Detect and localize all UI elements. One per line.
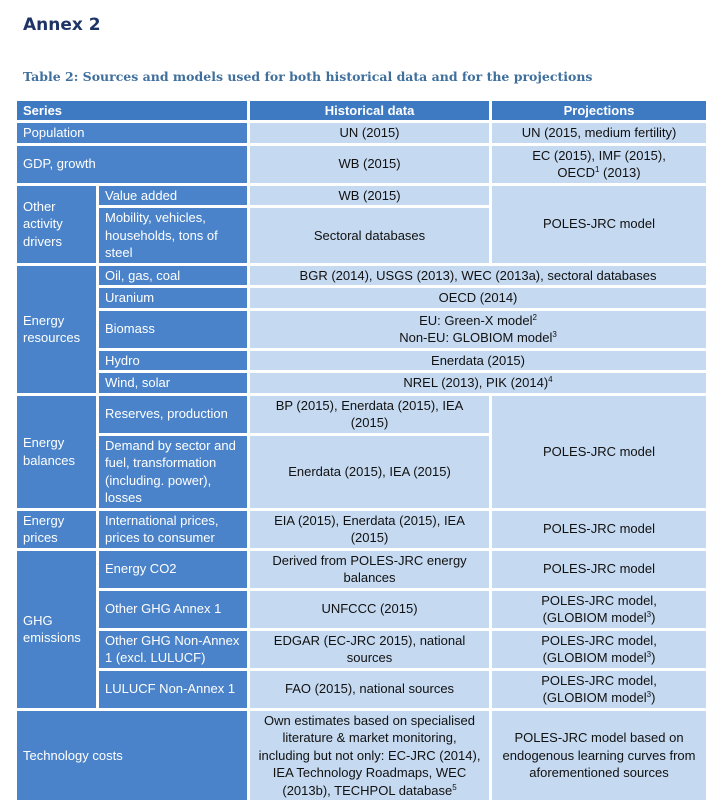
table-row — [16, 144, 708, 184]
projection-cell — [491, 144, 708, 184]
subseries-cell: Wind, solar — [98, 372, 249, 395]
table-row — [16, 372, 708, 395]
header-historical: Historical data — [249, 100, 491, 122]
projection-text: (GLOBIOM model — [542, 650, 647, 665]
historical-cell: Derived from POLES-JRC energy balances — [249, 549, 491, 589]
merged-text: Non-EU: GLOBIOM model — [399, 330, 553, 345]
footnote-marker: 1 — [594, 165, 600, 174]
footnote-marker: 5 — [452, 782, 457, 792]
group-cell: GHG emissions — [16, 549, 98, 709]
merged-text: EU: Green-X model — [419, 312, 533, 328]
projection-cell: POLES-JRC model based on endogenous learning curves from aforementioned sources — [491, 709, 708, 802]
historical-cell: BP (2015), Enerdata (2015), IEA (2015) — [249, 394, 491, 434]
merged-cell: BGR (2014), USGS (2013), WEC (2013a), sectoral databases — [249, 264, 708, 287]
subseries-cell: Hydro — [98, 349, 249, 372]
subseries-cell: Biomass — [98, 309, 249, 349]
projection-text: EC (2015), IMF (2015), — [532, 147, 666, 163]
series-cell: Technology costs — [16, 709, 249, 802]
footnote-marker: 3 — [646, 650, 652, 659]
table-row — [16, 629, 708, 669]
historical-text: Own estimates based on specialised literature & market monitoring, including but not only: EC-JRC (2014), IEA Technology Roadmaps, WEC (2013b), TECHPOL database — [258, 712, 481, 798]
projection-text: (2013) — [599, 165, 641, 180]
subseries-cell: Reserves, production — [98, 394, 249, 434]
subseries-cell: Oil, gas, coal — [98, 264, 249, 287]
table-row — [16, 309, 708, 349]
projection-text: POLES-JRC model, — [541, 632, 657, 648]
footnote-marker: 4 — [548, 375, 553, 384]
subseries-cell: Demand by sector and fuel, transformation (including. power), losses — [98, 434, 249, 509]
table-row — [16, 549, 708, 589]
projection-text: (GLOBIOM model — [542, 610, 647, 625]
projection-cell: POLES-JRC model — [491, 509, 708, 549]
table-row — [16, 349, 708, 372]
group-cell: Other activity drivers — [16, 184, 98, 264]
annex-title: Annex 2 — [23, 15, 101, 35]
merged-cell: OECD (2014) — [249, 287, 708, 310]
table-row — [16, 709, 708, 802]
subseries-cell: Mobility, vehicles, households, tons of steel — [98, 207, 249, 265]
header-projections: Projections — [491, 100, 708, 122]
header-row — [16, 100, 708, 122]
footnote-marker: 3 — [552, 330, 557, 339]
table-row — [16, 589, 708, 629]
historical-cell: EIA (2015), Enerdata (2015), IEA (2015) — [249, 509, 491, 549]
footnote-marker: 3 — [646, 610, 652, 619]
table-row — [16, 394, 708, 434]
series-cell: GDP, growth — [16, 144, 249, 184]
projection-cell — [491, 589, 708, 629]
projection-cell — [491, 669, 708, 709]
subseries-cell: International prices, prices to consumer — [98, 509, 249, 549]
group-cell: Energy balances — [16, 394, 98, 509]
series-cell: Population — [16, 122, 249, 145]
group-cell: Energy prices — [16, 509, 98, 549]
projection-text: OECD — [557, 165, 595, 180]
projection-text: (GLOBIOM model — [542, 690, 647, 705]
table-row — [16, 122, 708, 145]
historical-cell: EDGAR (EC-JRC 2015), national sources — [249, 629, 491, 669]
projection-cell — [491, 629, 708, 669]
projection-text: ) — [651, 690, 656, 705]
table-row — [16, 184, 708, 207]
projection-text: POLES-JRC model, — [541, 672, 657, 688]
subseries-cell: LULUCF Non-Annex 1 — [98, 669, 249, 709]
projection-cell: POLES-JRC model — [491, 394, 708, 509]
historical-cell: FAO (2015), national sources — [249, 669, 491, 709]
subseries-cell: Energy CO2 — [98, 549, 249, 589]
header-series: Series — [16, 100, 249, 122]
table-row — [16, 669, 708, 709]
projection-cell: POLES-JRC model — [491, 549, 708, 589]
historical-cell: Sectoral databases — [249, 207, 491, 265]
historical-cell — [249, 709, 491, 802]
footnote-marker: 2 — [532, 312, 537, 322]
subseries-cell: Uranium — [98, 287, 249, 310]
merged-text: NREL (2013), PIK (2014) — [403, 375, 549, 390]
historical-cell: WB (2015) — [249, 184, 491, 207]
projection-text: POLES-JRC model, — [541, 592, 657, 608]
table-caption: Table 2: Sources and models used for both historical data and for the projections — [23, 69, 593, 84]
group-cell: Energy resources — [16, 264, 98, 394]
projection-text: ) — [651, 610, 656, 625]
projection-text: ) — [651, 650, 656, 665]
sources-table — [14, 98, 709, 803]
projection-cell: POLES-JRC model — [491, 184, 708, 264]
subseries-cell: Other GHG Annex 1 — [98, 589, 249, 629]
footnote-marker: 3 — [646, 690, 652, 699]
merged-cell — [249, 309, 708, 349]
historical-cell: UNFCCC (2015) — [249, 589, 491, 629]
projection-cell: UN (2015, medium fertility) — [491, 122, 708, 145]
table-row — [16, 287, 708, 310]
merged-cell — [249, 372, 708, 395]
subseries-cell: Value added — [98, 184, 249, 207]
subseries-cell: Other GHG Non-Annex 1 (excl. LULUCF) — [98, 629, 249, 669]
table-row — [16, 509, 708, 549]
historical-cell: Enerdata (2015), IEA (2015) — [249, 434, 491, 509]
historical-cell: WB (2015) — [249, 144, 491, 184]
table-row — [16, 264, 708, 287]
merged-cell: Enerdata (2015) — [249, 349, 708, 372]
historical-cell: UN (2015) — [249, 122, 491, 145]
